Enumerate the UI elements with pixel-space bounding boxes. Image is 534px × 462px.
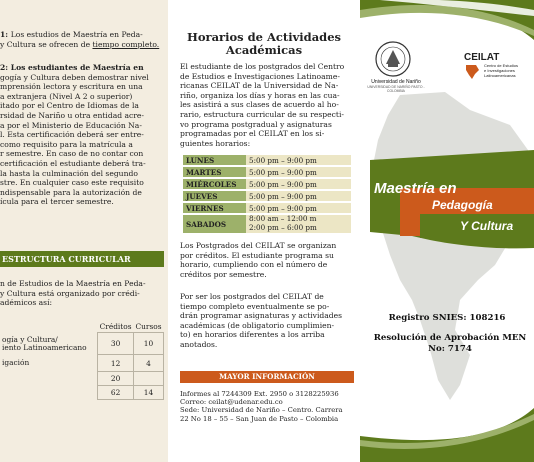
schedule-table — [183, 153, 351, 235]
day-label: LUNES — [183, 155, 246, 165]
p1-text: Los estudios de Maestría en Peda- — [10, 30, 143, 39]
day-label: VIERNES — [183, 203, 246, 213]
header-cursos: Cursos — [135, 321, 162, 331]
program-title-maestria: Maestría en — [374, 180, 457, 197]
row-creditos: 12 — [98, 355, 134, 372]
table-header-row — [0, 320, 164, 333]
p1-line2: y Cultura se ofrecen de — [0, 39, 93, 49]
program-title-pedagogia: Pedagogía — [432, 198, 493, 212]
intro-line-0: El estudiante de los postgrados del Centro — [180, 62, 345, 71]
row-label — [0, 386, 98, 400]
ceilat-map-icon — [463, 64, 483, 80]
day-hours: 5:00 pm – 9:00 pm — [246, 155, 351, 165]
p2-line-8: como requisito para la matrícula a — [0, 139, 133, 149]
day-label: MIÉRCOLES — [183, 179, 246, 189]
curricular-structure-heading: ESTRUCTURA CURRICULAR — [0, 251, 164, 267]
table-row — [0, 372, 164, 386]
saturday-afternoon: 2:00 pm – 6:00 pm — [249, 223, 317, 232]
ceilat-subtitle — [484, 64, 532, 78]
day-label: SABADOS — [183, 215, 246, 233]
intro-line-3: riño, organiza los días y horas en las cua- — [180, 90, 340, 100]
p2-line-1: gogía y Cultura deben demostrar nivel — [0, 72, 149, 82]
intro-line-1: de Estudios e Investigaciones Latinoame- — [180, 71, 340, 81]
p1-underline: tiempo completo. — [92, 39, 160, 49]
schedule-row — [183, 155, 351, 165]
ceilat-sub-line-2: Latinoamericanas — [484, 72, 516, 78]
right-panel — [360, 0, 534, 462]
resolution-line1: Resolución de Aprobación MEN — [373, 333, 527, 343]
row-label-line2: iento Latinoamericano — [2, 342, 87, 352]
m3-line-2: drán programar asignaturas y actividades — [180, 311, 343, 321]
m3-line-1: tiempo completo eventualmente se po- — [180, 301, 330, 311]
day-label: MARTES — [183, 167, 246, 177]
schedule-title — [170, 31, 358, 57]
m3-line-4: to) en horarios diferentes a los arriba — [180, 330, 325, 340]
university-name: Universidad de Nariño — [371, 79, 421, 85]
m2-line-1: por créditos. El estudiante programa su — [180, 250, 334, 260]
ceilat-logo: CEILAT — [464, 52, 500, 63]
intro-line-7: programadas por el CEILAT en los si- — [180, 129, 325, 139]
curriculum-intro-paragraph — [0, 279, 160, 308]
day-label: JUEVES — [183, 191, 246, 201]
day-hours: 5:00 pm – 9:00 pm — [246, 203, 351, 213]
p2-line-9: r semestre. En caso de no contar con — [0, 149, 144, 159]
m3-line-0: Por ser los postgrados del CEILAT de — [180, 292, 324, 301]
p2-line-10: certificación el estudiante deberá tra- — [0, 158, 146, 168]
ceilat-sub-line-1: e Investigaciones — [484, 67, 515, 73]
contact-email: Correo: ceilat@udenar.edu.co — [180, 398, 283, 407]
item-number-1: 1: — [0, 30, 11, 39]
contact-address-2: 22 No 18 – 55 – San Juan de Pasto – Colombia — [180, 414, 339, 423]
intro-line-2: ricanas CEILAT de la Universidad de Na- — [180, 81, 339, 91]
p2-line-13: ndispensable para la autorización de — [0, 187, 142, 197]
schedule-row — [183, 167, 351, 177]
m2-line-0: Los Postgrados del CEILAT se organizan — [180, 241, 337, 250]
intro-line-6: vo programa postgradual y asignaturas — [180, 119, 332, 129]
table-row — [0, 333, 164, 355]
p2-line-14: ícula para el tercer semestre. — [0, 197, 114, 207]
m3-line-3: académicas (de obligatorio cumplimien- — [180, 320, 335, 330]
university-seal-icon — [374, 40, 412, 78]
row-creditos: 20 — [98, 372, 134, 386]
m2-line-2: horario, cumpliendo con el número de — [180, 260, 328, 270]
row-label — [0, 333, 98, 355]
full-time-paragraph — [0, 30, 162, 49]
p2-line-4: itado por el Centro de Idiomas de la — [0, 101, 139, 111]
table-row-total — [0, 386, 164, 400]
schedule-row — [183, 179, 351, 189]
p2-line-7: l. Esta certificación deberá ser entre- — [0, 130, 144, 140]
row-cursos: 10 — [134, 333, 164, 355]
resolution-line2: No: 7174 — [428, 344, 472, 354]
row-creditos: 62 — [98, 386, 134, 400]
schedule-intro — [180, 62, 352, 148]
p2-line-2: mprensión lectora y escritura en una — [0, 82, 143, 92]
row-cursos: 4 — [134, 355, 164, 372]
p3-line-0: n de Estudios de la Maestría en Peda- — [0, 279, 146, 288]
program-title-cultura: Y Cultura — [460, 219, 514, 233]
row-creditos: 30 — [98, 333, 134, 355]
approval-resolution — [370, 333, 530, 355]
p3-line-1: y Cultura está organizado por crédi- — [0, 288, 140, 298]
saturday-morning: 8:00 am – 12:00 m — [249, 214, 317, 224]
contact-info — [180, 390, 356, 423]
row-label-line1: ogía y Cultura/ — [2, 334, 58, 344]
more-info-heading: MAYOR INFORMACIÓN — [180, 371, 354, 383]
row-label: igación — [2, 358, 30, 367]
intro-line-5: rario, estructura curricular de su respecti- — [180, 109, 344, 119]
header-creditos: Créditos — [99, 321, 132, 331]
middle-panel — [170, 0, 358, 462]
full-time-schedule-paragraph — [180, 292, 352, 350]
day-hours: 5:00 pm – 9:00 pm — [246, 167, 351, 177]
p2-line-12: stre. En cualquier caso este requisito — [0, 178, 144, 188]
p2-line-11: la hasta la culminación del segundo — [0, 168, 138, 178]
row-label — [0, 372, 98, 386]
day-hours — [246, 215, 351, 233]
left-panel — [0, 0, 168, 462]
table-row — [0, 355, 164, 372]
snies-registration: Registro SNIES: 108216 — [388, 313, 506, 323]
intro-line-8: guientes horarios: — [180, 138, 251, 148]
contact-phone: Informes al 7244309 Ext. 2950 o 3128225936 — [180, 390, 339, 398]
schedule-row — [183, 203, 351, 213]
m3-line-5: anotados. — [180, 339, 218, 349]
m2-line-3: créditos por semestre. — [180, 269, 267, 279]
title-line2: Académicas — [225, 43, 303, 57]
p2-line-3: a extranjera (Nivel A 2 o superior) — [0, 91, 133, 101]
university-subtitle: UNIVERSIDAD DE NARIÑO PASTO - COLOMBIA — [367, 85, 425, 93]
p3-line-2: adémicos así: — [0, 298, 53, 308]
row-cursos — [134, 372, 164, 386]
title-line1: Horarios de Actividades — [187, 30, 341, 44]
intro-line-4: les asistirá a sus clases de acuerdo al ho- — [180, 100, 339, 110]
row-cursos: 14 — [134, 386, 164, 400]
day-hours: 5:00 pm – 9:00 pm — [246, 179, 351, 189]
contact-address-1: Sede: Universidad de Nariño – Centro. Carrera — [180, 406, 343, 415]
language-requirement-paragraph — [0, 63, 160, 207]
credits-table — [0, 320, 164, 400]
day-hours: 5:00 pm – 9:00 pm — [246, 191, 351, 201]
p2-line-0: 2: Los estudiantes de Maestría en — [0, 63, 144, 72]
schedule-row — [183, 191, 351, 201]
p2-line-6: a por el Ministerio de Educación Na- — [0, 120, 142, 130]
schedule-row — [183, 215, 351, 233]
ceilat-sub-line-0: Centro de Estudios — [484, 63, 519, 68]
credits-paragraph — [180, 241, 352, 279]
p2-line-5: rsidad de Nariño u otra entidad acre- — [0, 110, 144, 120]
